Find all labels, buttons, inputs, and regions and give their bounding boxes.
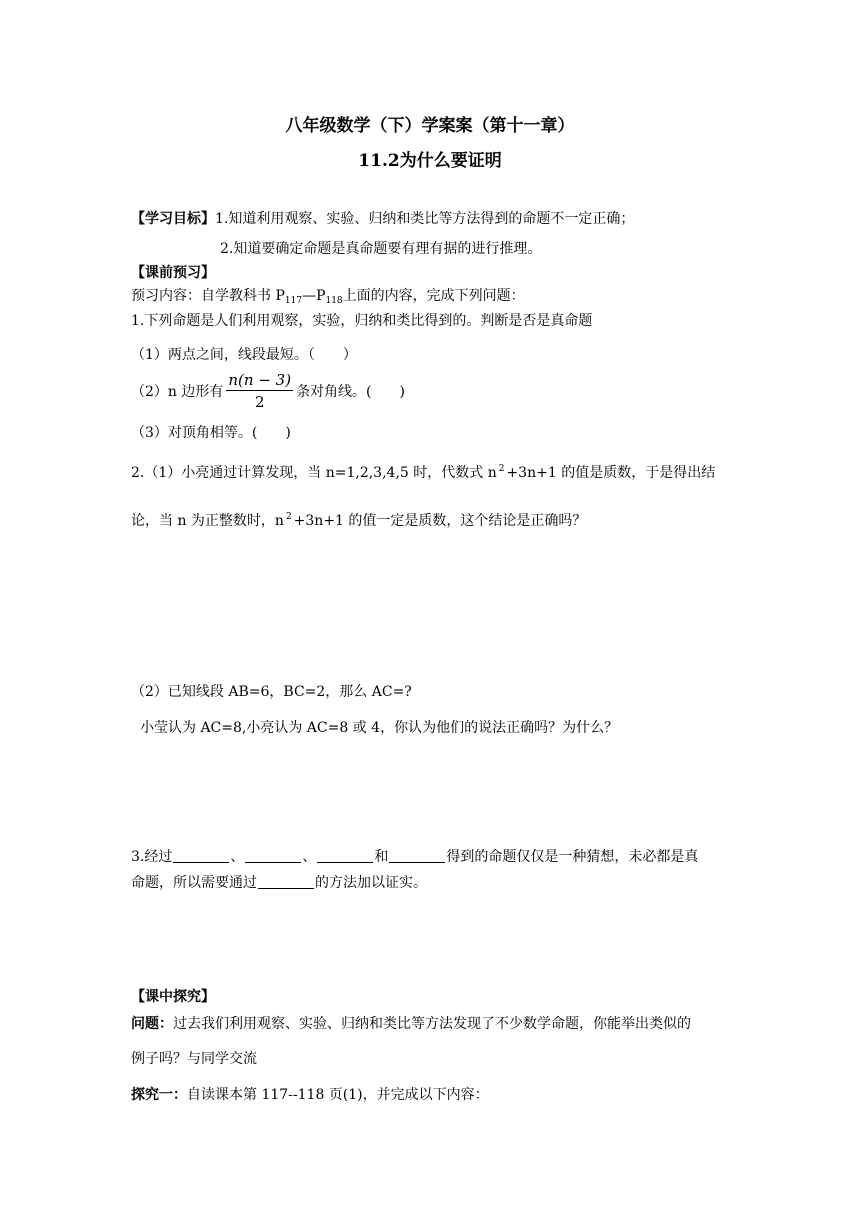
objectives-line-1 <box>131 208 634 228</box>
objectives-label: 【学习目标】 <box>131 211 215 227</box>
problem-line-1 <box>131 1013 691 1033</box>
question-1-1: （1）两点之间，线段最短。（ ） <box>131 347 357 363</box>
exponent-2: 2 <box>498 464 505 474</box>
question-2-line-2 <box>131 510 586 530</box>
question-2-line-2-text-b: +3n+1 的值一定是质数，这个结论是正确吗？ <box>293 513 587 529</box>
question-3-and: 和 <box>374 849 389 865</box>
objective-item-1: 1.知道利用观察、实验、归纳和类比等方法得到的命题不一定正确； <box>215 211 635 227</box>
exponent-2-second: 2 <box>285 512 292 522</box>
question-3-separator: 、 <box>302 849 317 865</box>
question-1-2-text-a: （2）n 边形有 <box>131 384 224 400</box>
question-3-text-a: 3.经过 <box>131 849 173 865</box>
question-1: 1.下列命题是人们利用观察，实验，归纳和类比得到的。判断是否是真命题 <box>131 313 593 329</box>
formula-numerator: n(n − 3) <box>228 371 292 389</box>
preview-intro-text-c: 上面的内容，完成下列问题： <box>342 288 525 304</box>
preview-label: 【课前预习】 <box>131 265 215 281</box>
page-end-subscript: 118 <box>325 296 343 306</box>
preview-intro-text-b: —P <box>302 288 326 304</box>
page-start-subscript: 117 <box>284 296 303 306</box>
question-2-text-a: 2.（1）小亮通过计算发现，当 n=1,2,3,4,5 时，代数式 n <box>131 465 497 481</box>
formula-denominator: 2 <box>254 393 265 411</box>
question-3-line-2 <box>131 872 427 892</box>
answer-blank[interactable] <box>317 848 373 863</box>
diagonal-formula <box>226 371 293 411</box>
question-3-line-2-text-b: 的方法加以证实。 <box>315 875 427 891</box>
objective-item-2: 2.知道要确定命题是真命题要有理有据的进行推理。 <box>220 241 542 257</box>
explore-1 <box>131 1084 489 1104</box>
question-1-2-text-b: 条对角线。( ) <box>296 384 405 400</box>
answer-blank[interactable] <box>245 848 301 863</box>
page-title: 八年级数学（下）学案案（第十一章） <box>285 116 575 136</box>
preview-intro-text-a: 预习内容：自学教科书 P <box>131 288 285 304</box>
question-3-separator: 、 <box>230 849 245 865</box>
question-2-text-b: +3n+1 的值是质数，于是得出结 <box>506 465 716 481</box>
answer-blank[interactable] <box>389 848 445 863</box>
answer-blank[interactable] <box>173 848 229 863</box>
preview-intro <box>131 285 525 306</box>
question-1-2 <box>131 368 405 414</box>
question-2-line-2-text-a: 论，当 n 为正整数时，n <box>131 513 284 529</box>
explore-1-label: 探究一： <box>131 1087 187 1103</box>
section-title: 11.2为什么要证明 <box>358 151 502 171</box>
question-3-text-b: 得到的命题仅仅是一种猜想，未必都是真 <box>446 849 699 865</box>
explore-1-text: 自读课本第 117--118 页(1)，并完成以下内容： <box>187 1087 489 1103</box>
question-3-line-1 <box>131 846 698 866</box>
problem-text: 过去我们利用观察、实验、归纳和类比等方法发现了不少数学命题，你能举出类似的 <box>173 1016 691 1032</box>
problem-line-2: 例子吗？与同学交流 <box>131 1051 257 1067</box>
question-2-2-statement: 小莹认为 AC=8,小亮认为 AC=8 或 4，你认为他们的说法正确吗？为什么？ <box>140 720 619 736</box>
question-1-3: （3）对顶角相等。( ) <box>131 425 291 441</box>
answer-blank[interactable] <box>258 874 314 889</box>
question-2-2: （2）已知线段 AB=6，BC=2，那么 AC=? <box>131 684 412 700</box>
explore-label: 【课中探究】 <box>131 989 215 1005</box>
question-2-line-1 <box>131 462 715 482</box>
question-3-line-2-text-a: 命题，所以需要通过 <box>131 875 257 891</box>
problem-label: 问题： <box>131 1016 173 1032</box>
